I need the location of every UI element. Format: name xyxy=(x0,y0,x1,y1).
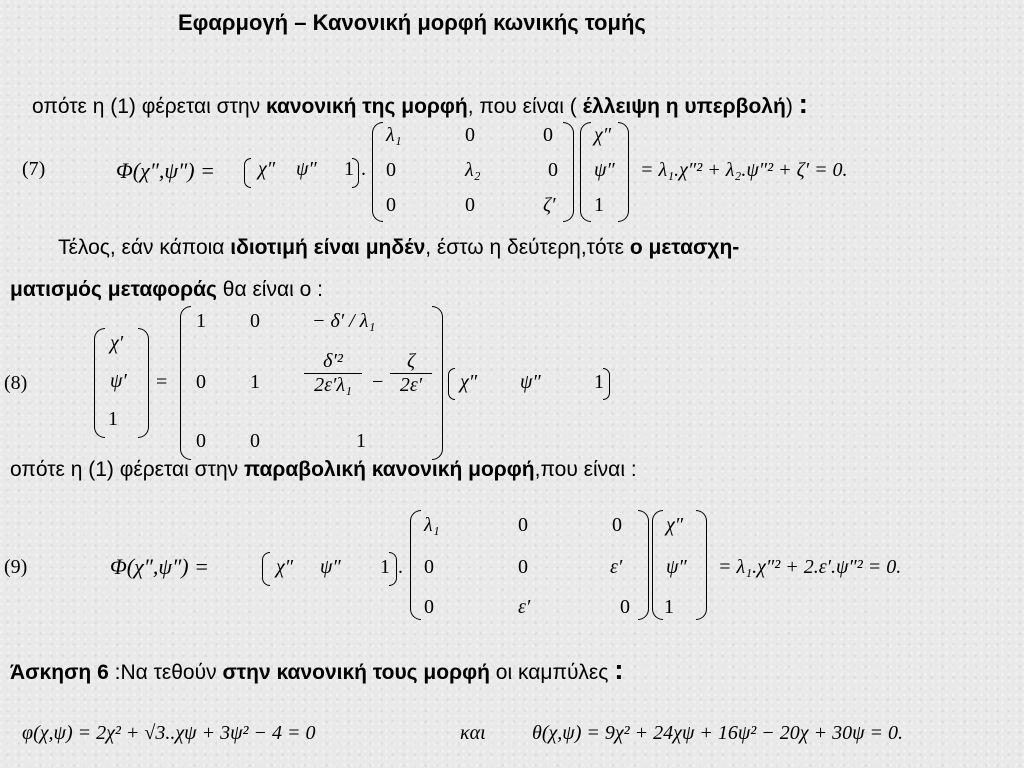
equation-rhs: = λ₁.χ″² + 2.ε′.ψ″² = 0. xyxy=(718,556,902,578)
paragraph-translation xyxy=(10,278,323,302)
fraction-numerator: δ′² xyxy=(304,350,362,374)
text: :Να τεθούν xyxy=(108,661,223,684)
fraction-denominator: 2ε′ xyxy=(399,374,423,396)
parabolic-form-text: παραβολική κανονική μορφή xyxy=(243,458,535,481)
fraction-zeta xyxy=(390,350,432,397)
row-vector-open-bracket xyxy=(262,552,270,586)
column-vector-open-bracket xyxy=(580,122,591,222)
curve-phi: φ(χ,ψ) = 2χ² + √3..χψ + 3ψ² − 4 = 0 xyxy=(22,722,316,744)
matrix-close-bracket xyxy=(638,510,649,620)
vector-entry: ψ″ xyxy=(296,158,317,180)
matrix-entry: 0 xyxy=(518,556,528,578)
vector-entry: 1 xyxy=(664,596,674,618)
column-vector-close-bracket xyxy=(696,510,707,620)
matrix-entry: 0 xyxy=(196,371,206,393)
vector-entry: χ″ xyxy=(460,371,478,393)
paragraph-parabolic xyxy=(10,458,637,482)
exercise-number: Άσκηση 6 xyxy=(10,661,109,684)
vector-entry: ψ″ xyxy=(320,556,341,578)
matrix-entry: 0 xyxy=(250,430,260,452)
matrix-entry: − δ′ / λ₁ xyxy=(312,310,376,332)
colon: : xyxy=(614,654,624,685)
vector-entry: χ″ xyxy=(258,158,276,180)
matrix-open-bracket xyxy=(410,510,421,620)
column-vector-close-bracket xyxy=(618,122,629,222)
text: , έστω η δεύτερη,τότε xyxy=(425,236,630,259)
vector-entry: χ″ xyxy=(594,124,612,146)
matrix-entry: 0 xyxy=(612,514,622,536)
row-vector-open-bracket xyxy=(244,158,251,188)
matrix-entry: 0 xyxy=(424,596,434,618)
matrix-entry: 0 xyxy=(386,194,396,216)
matrix-entry: 0 xyxy=(424,556,434,578)
intro-text-2: , που είναι ( xyxy=(467,95,583,118)
vector-entry: χ′ xyxy=(110,332,124,354)
ellipse-hyperbola-text: έλλειψη η υπερβολή xyxy=(582,95,786,118)
vector-entry: ψ′ xyxy=(110,370,127,392)
fraction-delta xyxy=(304,350,362,397)
vector-entry: 1 xyxy=(108,408,118,430)
vector-entry: 1 xyxy=(344,158,354,180)
equation-label: (8) xyxy=(4,372,28,394)
column-vector-open-bracket xyxy=(94,328,105,438)
row-vector-close-bracket xyxy=(603,368,610,400)
matrix-close-bracket xyxy=(563,122,574,222)
matrix-entry: 0 xyxy=(250,310,260,332)
fraction-denominator: 2ε′λ₁ xyxy=(314,374,352,396)
matrix-entry: ε′ xyxy=(610,556,623,578)
curve-theta: θ(χ,ψ) = 9χ² + 24χψ + 16ψ² − 20χ + 30ψ = 0. xyxy=(532,722,903,744)
equation-rhs: = λ₁.χ″² + λ₂.ψ″² + ζ′ = 0. xyxy=(640,159,848,181)
matrix-entry: 0 xyxy=(465,124,475,146)
text: θα είναι ο : xyxy=(216,278,323,301)
matrix-entry: ζ′ xyxy=(543,194,556,216)
text: οι καμπύλες xyxy=(489,661,615,684)
row-vector-open-bracket xyxy=(448,368,455,400)
canonical-form-text: κανονική της μορφή xyxy=(265,95,468,118)
transformation-text: ο μετασχη- xyxy=(629,236,740,259)
exercise-line xyxy=(10,654,624,686)
matrix-entry: 0 xyxy=(196,430,206,452)
matrix-open-bracket xyxy=(372,122,383,222)
paragraph-zero-eigenvalue xyxy=(58,236,739,260)
translation-text: ματισμός μεταφοράς xyxy=(10,278,217,301)
matrix-entry: 0 xyxy=(543,124,553,146)
matrix-entry: 1 xyxy=(250,371,260,393)
dot: . xyxy=(398,556,403,578)
matrix-entry: 0 xyxy=(386,159,396,181)
row-vector-close-bracket xyxy=(389,552,397,586)
matrix-entry: 1 xyxy=(196,310,206,332)
vector-entry: 1 xyxy=(594,194,604,216)
text: οπότε η (1) φέρεται στην xyxy=(10,458,244,481)
matrix-close-bracket xyxy=(432,306,443,460)
intro-text: οπότε η (1) φέρεται στην xyxy=(32,95,266,118)
zero-eigenvalue-text: ιδιοτιμή είναι μηδέν xyxy=(230,236,426,259)
dot: . xyxy=(361,158,366,180)
text: ,που είναι : xyxy=(534,458,637,481)
equation-lhs: Φ(χ″,ψ″) = xyxy=(110,554,209,579)
matrix-entry: λ₁ xyxy=(386,124,402,146)
equals-sign: = xyxy=(156,371,168,393)
vector-entry: χ″ xyxy=(666,514,684,536)
minus-sign: − xyxy=(372,371,384,393)
equation-lhs: Φ(χ″,ψ″) = xyxy=(116,158,215,183)
intro-text-3: ) xyxy=(785,95,799,118)
matrix-entry: 0 xyxy=(465,194,475,216)
and-word: και xyxy=(460,722,486,744)
matrix-entry: 0 xyxy=(548,159,558,181)
column-vector-close-bracket xyxy=(138,328,149,438)
vector-entry: 1 xyxy=(380,556,390,578)
vector-entry: ψ″ xyxy=(594,159,615,181)
matrix-entry: 0 xyxy=(620,596,630,618)
matrix-entry: ε′ xyxy=(518,596,531,618)
equation-label: (7) xyxy=(22,158,46,180)
text: Τέλος, εάν κάποια xyxy=(58,236,231,259)
matrix-open-bracket xyxy=(180,306,191,460)
canonical-form-text: στην κανονική τους μορφή xyxy=(222,661,490,684)
vector-entry: χ″ xyxy=(276,556,294,578)
row-vector-close-bracket xyxy=(352,158,359,188)
vector-entry: ψ″ xyxy=(520,371,541,393)
fraction-numerator: ζ xyxy=(390,350,432,374)
vector-entry: ψ″ xyxy=(666,556,687,578)
column-vector-open-bracket xyxy=(652,510,663,620)
vector-entry: 1 xyxy=(594,371,604,393)
matrix-entry: λ₁ xyxy=(424,514,440,536)
matrix-entry: 1 xyxy=(356,430,366,452)
equation-label: (9) xyxy=(4,556,28,578)
page-title: Εφαρμογή – Κανονική μορφή κωνικής τομής xyxy=(178,10,646,35)
intro-line xyxy=(32,88,808,120)
matrix-entry: λ₂ xyxy=(465,159,481,181)
colon: : xyxy=(798,88,808,119)
matrix-entry: 0 xyxy=(518,514,528,536)
